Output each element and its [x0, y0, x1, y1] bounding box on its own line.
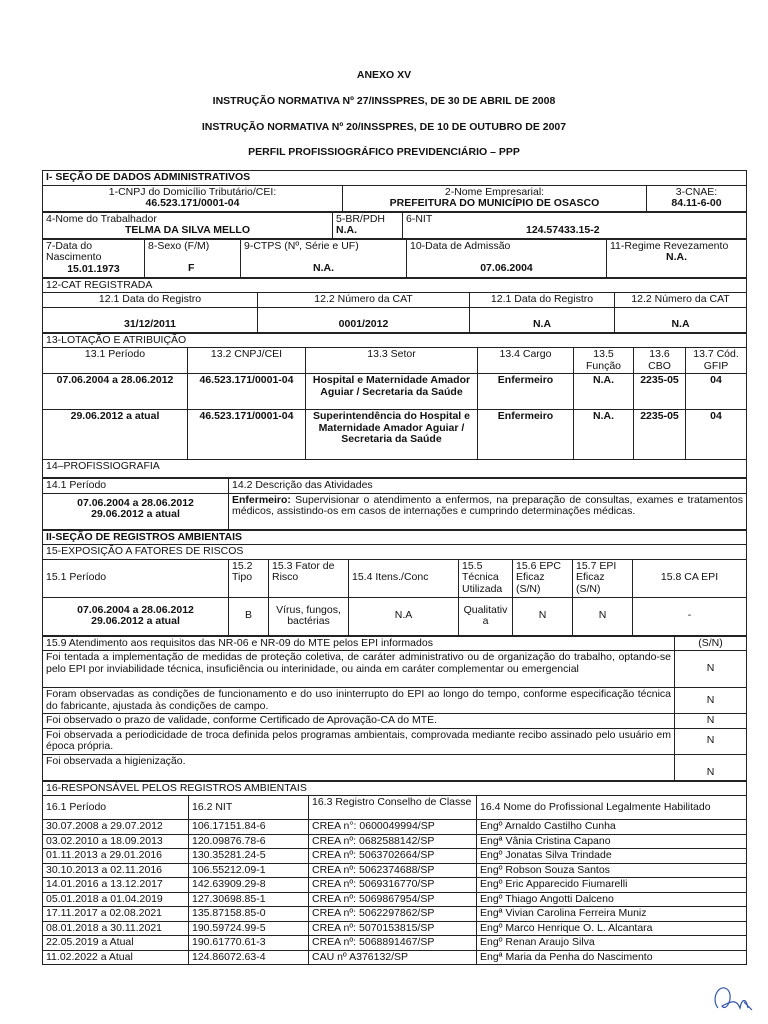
nr-title: 15.9 Atendimento aos requisitos das NR-06 e NR-09 do MTE pelos EPI informados: [43, 636, 675, 651]
company-name: PREFEITURA DO MUNICÍPIO DE OSASCO: [389, 197, 600, 209]
cat-header-3: 12.1 Data do Registro: [470, 293, 615, 308]
exp-header: 15.4 Itens./Conc: [349, 559, 459, 597]
sex-value: F: [188, 262, 195, 274]
table-row: 01.11.2013 a 29.01.2016 130.35281.24-5 CREA nº: 5063702664/SP Engº Jonatas Silva Trindade: [43, 849, 747, 864]
lot-header: 13.3 Setor: [306, 348, 478, 374]
cnpj-value: 46.523.171/0001-04: [145, 197, 240, 209]
regime-cell: 11-Regime Revezamento N.A.: [607, 239, 747, 277]
table-row: Foi observada a periodicidade de troca definida pelos programas ambientais, comprovada mediante recibo assinado pelo usuário em época própria. N: [43, 728, 747, 754]
table-row: 30.10.2013 a 02.11.2016 106.55212.09-1 CREA nº: 5062374688/SP Engº Robson Souza Santos: [43, 863, 747, 878]
section-2-title: II-SEÇÃO DE REGISTROS AMBIENTAIS: [43, 530, 747, 545]
table-row: Foi tentada a implementação de medidas de proteção coletiva, de caráter administrativo ou de organização do trabalho, optando-se pelo EPI por inviabilidade técnica, insuficiência ou interinidade, ou ainda em caráter complementar ou emergencial N: [43, 651, 747, 688]
cat-value-2: 0001/2012: [258, 307, 470, 332]
cat-value-4: N.A: [615, 307, 747, 332]
lot-header: 13.6 CBO: [634, 348, 686, 374]
responsible-title: 16-RESPONSÁVEL PELOS REGISTROS AMBIENTAIS: [43, 781, 747, 796]
document-title: PERFIL PROFISSIOGRÁFICO PREVIDENCIÁRIO – PPP: [248, 146, 520, 158]
prof-periods: 07.06.2004 a 28.06.2012 29.06.2012 a atual: [43, 493, 229, 529]
worker-cell: 4-Nome do Trabalhador TELMA DA SILVA MELLO: [43, 212, 333, 238]
cat-header-1: 12.1 Data do Registro: [43, 293, 258, 308]
table-row: 11.02.2022 a Atual 124.86072.63-4 CAU nº A376132/SP Engª Maria da Penha do Nascimento: [43, 950, 747, 965]
birth-value: 15.01.1973: [67, 262, 120, 275]
exp-header: 15.3 Fator de Risco: [269, 559, 349, 597]
cnpj-cell: 1-CNPJ do Domicílio Tributário/CEI: 46.523.171/0001-04: [43, 185, 343, 211]
table-row: Foi observada a higienização. N: [43, 754, 747, 780]
br-cell: 5-BR/PDH N.A.: [333, 212, 403, 238]
cat-value-3: N.A: [470, 307, 615, 332]
lot-header: 13.5 Função: [574, 348, 634, 374]
table-row: 22.05.2019 a Atual 190.61770.61-3 CREA nº: 5068891467/SP Engº Renan Araujo Silva: [43, 936, 747, 951]
nr-sn: (S/N): [675, 636, 747, 651]
resp-header: 16.4 Nome do Profissional Legalmente Habilitado: [477, 796, 747, 820]
table-row: 05.01.2018 a 01.04.2019 127.30698.85-1 CREA nº: 5069867954/SP Engº Thiago Angotti Dalceno: [43, 892, 747, 907]
worker-name: TELMA DA SILVA MELLO: [124, 224, 250, 236]
table-row: 14.01.2016 a 13.12.2017 142.63909.29-8 CREA nº: 5069316770/SP Engº Eric Apparecido Fiumarelli: [43, 878, 747, 893]
br-value: N.A.: [336, 224, 357, 236]
prof-description: Enfermeiro: Supervisionar o atendimento a enfermos, na preparação de consultas, exames e tratamentos médicos, assistindo-os em casos de internações e cumprindo determinações médicas.: [229, 493, 747, 529]
signature-mark: [700, 968, 760, 1018]
table-row: 07.06.2004 a 28.06.2012 29.06.2012 a atual B Vírus, fungos, bactérias N.A Qualitativa N N -: [43, 597, 747, 635]
prof-header-period: 14.1 Período: [43, 479, 229, 494]
table-row: 29.06.2012 a atual 46.523.171/0001-04 Superintendência do Hospital e Maternidade Amador Aguiar / Secretaria da Saúde Enfermeiro N.A. 2235-05 04: [43, 410, 747, 460]
cat-header-4: 12.2 Número da CAT: [615, 293, 747, 308]
exposure-title: 15-EXPOSIÇÃO A FATORES DE RISCOS: [43, 545, 747, 560]
lot-header: 13.1 Período: [43, 348, 188, 374]
resp-header: 16.3 Registro Conselho de Classe: [309, 796, 477, 820]
exp-header: 15.6 EPC Eficaz (S/N): [513, 559, 573, 597]
prof-header-desc: 14.2 Descrição das Atividades: [229, 479, 747, 494]
admission-cell: 10-Data de Admissão 07.06.2004: [407, 239, 607, 277]
regime-value: N.A.: [666, 251, 687, 263]
ctps-value: N.A.: [313, 262, 334, 274]
lotation-title: 13-LOTAÇÃO E ATRIBUIÇÃO: [43, 333, 747, 348]
section-1-title: I- SEÇÃO DE DADOS ADMINISTRATIVOS: [43, 171, 747, 186]
instruction-2: INSTRUÇÃO NORMATIVA Nº 20/INSSPRES, DE 10 DE OUTUBRO DE 2007: [201, 121, 567, 133]
exp-header: 15.7 EPI Eficaz (S/N): [573, 559, 633, 597]
annex-title: ANEXO XV: [356, 69, 412, 81]
section-administrative: [42, 170, 746, 965]
table-row: 03.02.2010 a 18.09.2013 120.09876.78-6 CREA nº: 0682588142/SP Engª Vânia Cristina Capano: [43, 834, 747, 849]
cat-header-2: 12.2 Número da CAT: [258, 293, 470, 308]
table-row: 08.01.2018 a 30.11.2021 190.59724.99-5 CREA nº: 5070153815/SP Engº Marco Henrique O. L. Alcantara: [43, 921, 747, 936]
lot-header: 13.4 Cargo: [478, 348, 574, 374]
resp-header: 16.2 NIT: [189, 796, 309, 820]
nit-cell: 6-NIT 124.57433.15-2: [403, 212, 747, 238]
table-row: Foram observadas as condições de funcionamento e do uso ininterrupto do EPI ao longo do tempo, conforme especificação técnica do fabricante, ajustada às condições de campo. N: [43, 688, 747, 714]
sex-cell: 8-Sexo (F/M) F: [145, 239, 241, 277]
exp-header: 15.8 CA EPI: [633, 559, 747, 597]
cnae-value: 84.11-6-00: [671, 197, 722, 209]
table-row: 30.07.2008 a 29.07.2012 106.17151.84-6 CREA n°: 0600049994/SP Engº Arnaldo Castilho Cunha: [43, 820, 747, 835]
instruction-1: INSTRUÇÃO NORMATIVA Nº 27/INSSPRES, DE 30 DE ABRIL DE 2008: [212, 95, 556, 107]
lot-header: 13.2 CNPJ/CEI: [188, 348, 306, 374]
admission-value: 07.06.2004: [480, 262, 533, 274]
exp-header: 15.5 Técnica Utilizada: [459, 559, 513, 597]
resp-header: 16.1 Período: [43, 796, 189, 820]
cnae-cell: 3-CNAE: 84.11-6-00: [647, 185, 747, 211]
table-row: 17.11.2017 a 02.08.2021 135.87158.85-0 CREA nº: 5062297862/SP Engª Vivian Carolina Ferreira Muniz: [43, 907, 747, 922]
ctps-cell: 9-CTPS (Nº, Série e UF) N.A.: [241, 239, 407, 277]
nit-value: 124.57433.15-2: [526, 224, 600, 236]
table-row: 07.06.2004 a 28.06.2012 46.523.171/0001-04 Hospital e Maternidade Amador Aguiar / Secretaria da Saúde Enfermeiro N.A. 2235-05 04: [43, 374, 747, 410]
cat-title: 12-CAT REGISTRADA: [43, 278, 747, 293]
lot-header: 13.7 Cód. GFIP: [686, 348, 747, 374]
exp-header: 15.1 Período: [43, 559, 229, 597]
birth-cell: 7-Data do Nascimento 15.01.1973: [43, 239, 145, 277]
company-cell: 2-Nome Empresarial: PREFEITURA DO MUNICÍPIO DE OSASCO: [343, 185, 647, 211]
cat-value-1: 31/12/2011: [43, 307, 258, 332]
profiography-title: 14–PROFISSIOGRAFIA: [43, 460, 747, 478]
table-row: Foi observado o prazo de validade, conforme Certificado de Aprovação-CA do MTE. N: [43, 714, 747, 729]
exp-header: 15.2 Tipo: [229, 559, 269, 597]
